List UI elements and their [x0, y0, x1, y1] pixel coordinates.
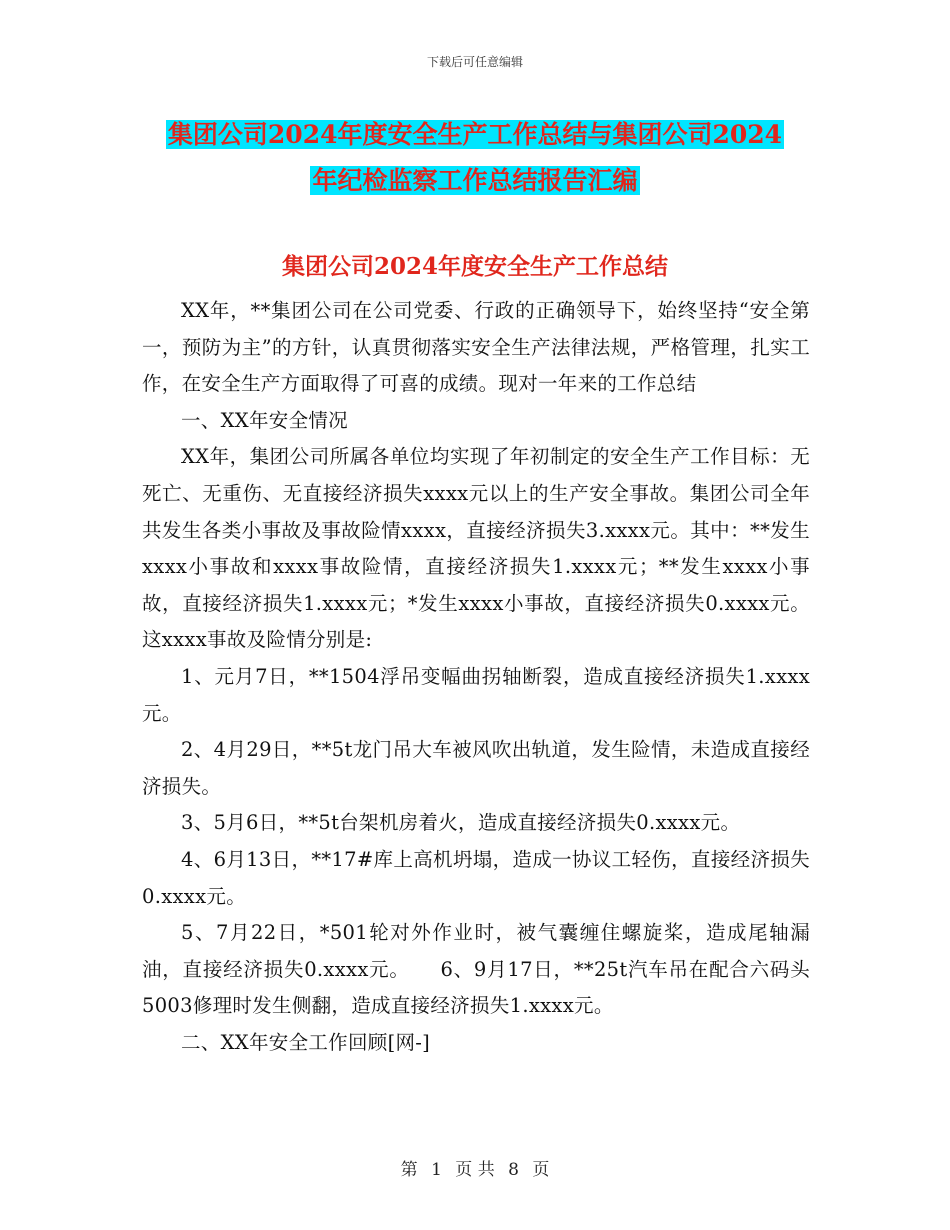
footer-prefix: 第 — [400, 1160, 418, 1180]
paragraph: 一、XX年安全情况 — [181, 408, 348, 432]
paragraph: XX年，集团公司所属各单位均实现了年初制定的安全生产工作目标：无死亡、无重伤、无直接经济损失xxxx元以上的生产安全事故。集团公司全年共发生各类小事故及事故险情xxxx，直接经济损失3.xxxx元。其中：**发生xxxx小事故和xxxx事故险情，直接经济损失1.xxxx元；**发生xxxx小事故，直接经济损失1.xxxx元；*发生xxxx小事故，直接经济损失0.xxxx元。这xxxx事故及险情分别是: — [142, 445, 810, 652]
paragraph: 1、元月7日，**1504浮吊变幅曲拐轴断裂，造成直接经济损失1.xxxx元。 — [142, 664, 810, 725]
document-title — [142, 112, 808, 204]
document-body — [142, 293, 810, 1061]
footer-mid: 页 共 — [455, 1160, 495, 1180]
paragraph: 二、XX年安全工作回顾[网-] — [181, 1030, 431, 1054]
page-footer — [0, 1155, 950, 1180]
paragraph: XX年，**集团公司在公司党委、行政的正确领导下，始终坚持“安全第一，预防为主”的方针，认真贯彻落实安全生产法律法规，严格管理，扎实工作，在安全生产方面取得了可喜的成绩。现对一年来的工作总结 — [142, 299, 810, 396]
document-title-line-2: 年纪检监察工作总结报告汇编 — [312, 166, 638, 195]
document-title-line-1: 集团公司2024年度安全生产工作总结与集团公司2024 — [167, 120, 783, 149]
section-title: 集团公司2024年度安全生产工作总结 — [281, 253, 668, 280]
paragraph: 2、4月29日，**5t龙门吊大车被风吹出轨道，发生险情，未造成直接经济损失。 — [142, 738, 810, 798]
paragraph: 4、6月13日，**17#库上高机坍塌，造成一协议工轻伤，直接经济损失0.xxxx元。 — [142, 847, 810, 908]
paragraph: 3、5月6日，**5t台架机房着火，造成直接经济损失0.xxxx元。 — [181, 811, 741, 835]
page-number: 1 — [431, 1160, 442, 1180]
paragraph: 5、7月22日，*501轮对外作业时，被气囊缠住螺旋桨，造成尾轴漏油，直接经济损失0.xxxx元。 6、9月17日，**25t汽车吊在配合六码头5003修理时发生侧翻，造成直接经济损失1.xxxx元。 — [142, 921, 810, 1018]
header-note: 下载后可任意编辑 — [426, 55, 523, 69]
footer-suffix: 页 — [532, 1160, 550, 1180]
page-total: 8 — [508, 1160, 519, 1180]
